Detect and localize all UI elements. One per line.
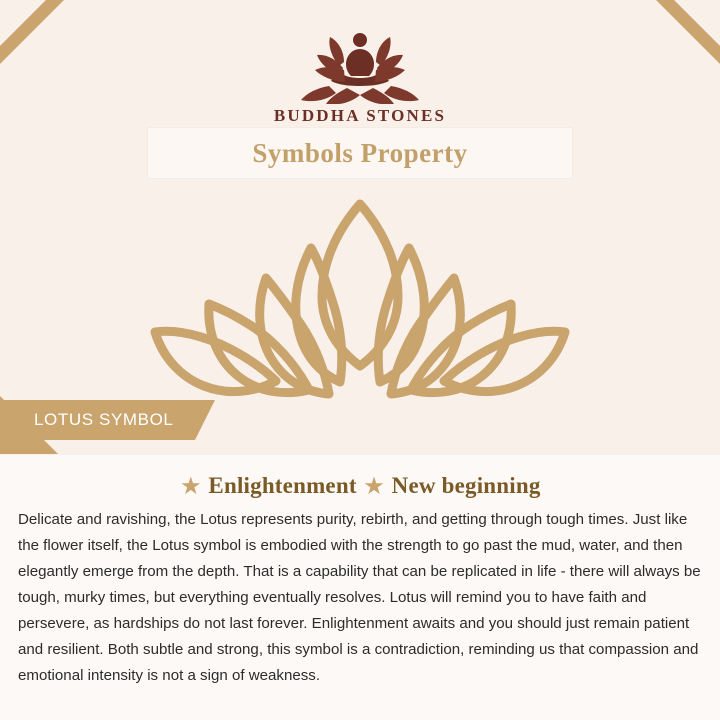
description-paragraph: Delicate and ravishing, the Lotus represents purity, rebirth, and getting through tough times. Just like the flower itself, the Lotus symbol is embodied with the strength to go past the mud, water, and then elegantly emerge from the depth. That is a capability that can be replicated in life - there will always be tough, murky times, but everything eventually resolves. Lotus will remind you to have faith and persevere, as hardships do not last forever. Enlightenment awaits and you should just remain patient and resilient. Both subtle and strong, this symbol is a contradiction, reminding us that compassion and emotional intensity is not a sign of weakness. [18, 511, 701, 684]
lotus-symbol-ribbon [0, 400, 195, 440]
page-title: Symbols Property [252, 138, 468, 168]
headline-new-beginning: New beginning [391, 473, 541, 498]
headline-enlightenment: Enlightenment [208, 473, 357, 498]
star-icon-right: ★ [364, 474, 384, 498]
section-headline [0, 473, 720, 499]
title-banner [148, 128, 572, 178]
description-panel [0, 455, 720, 720]
lotus-flower-illustration [125, 186, 595, 411]
lotus-meditation-figure-icon [0, 26, 720, 104]
ribbon-label: LOTUS SYMBOL [34, 410, 174, 429]
brand-name: BUDDHA STONES [273, 106, 447, 125]
brand-header [0, 26, 720, 126]
star-icon-left: ★ [181, 474, 201, 498]
